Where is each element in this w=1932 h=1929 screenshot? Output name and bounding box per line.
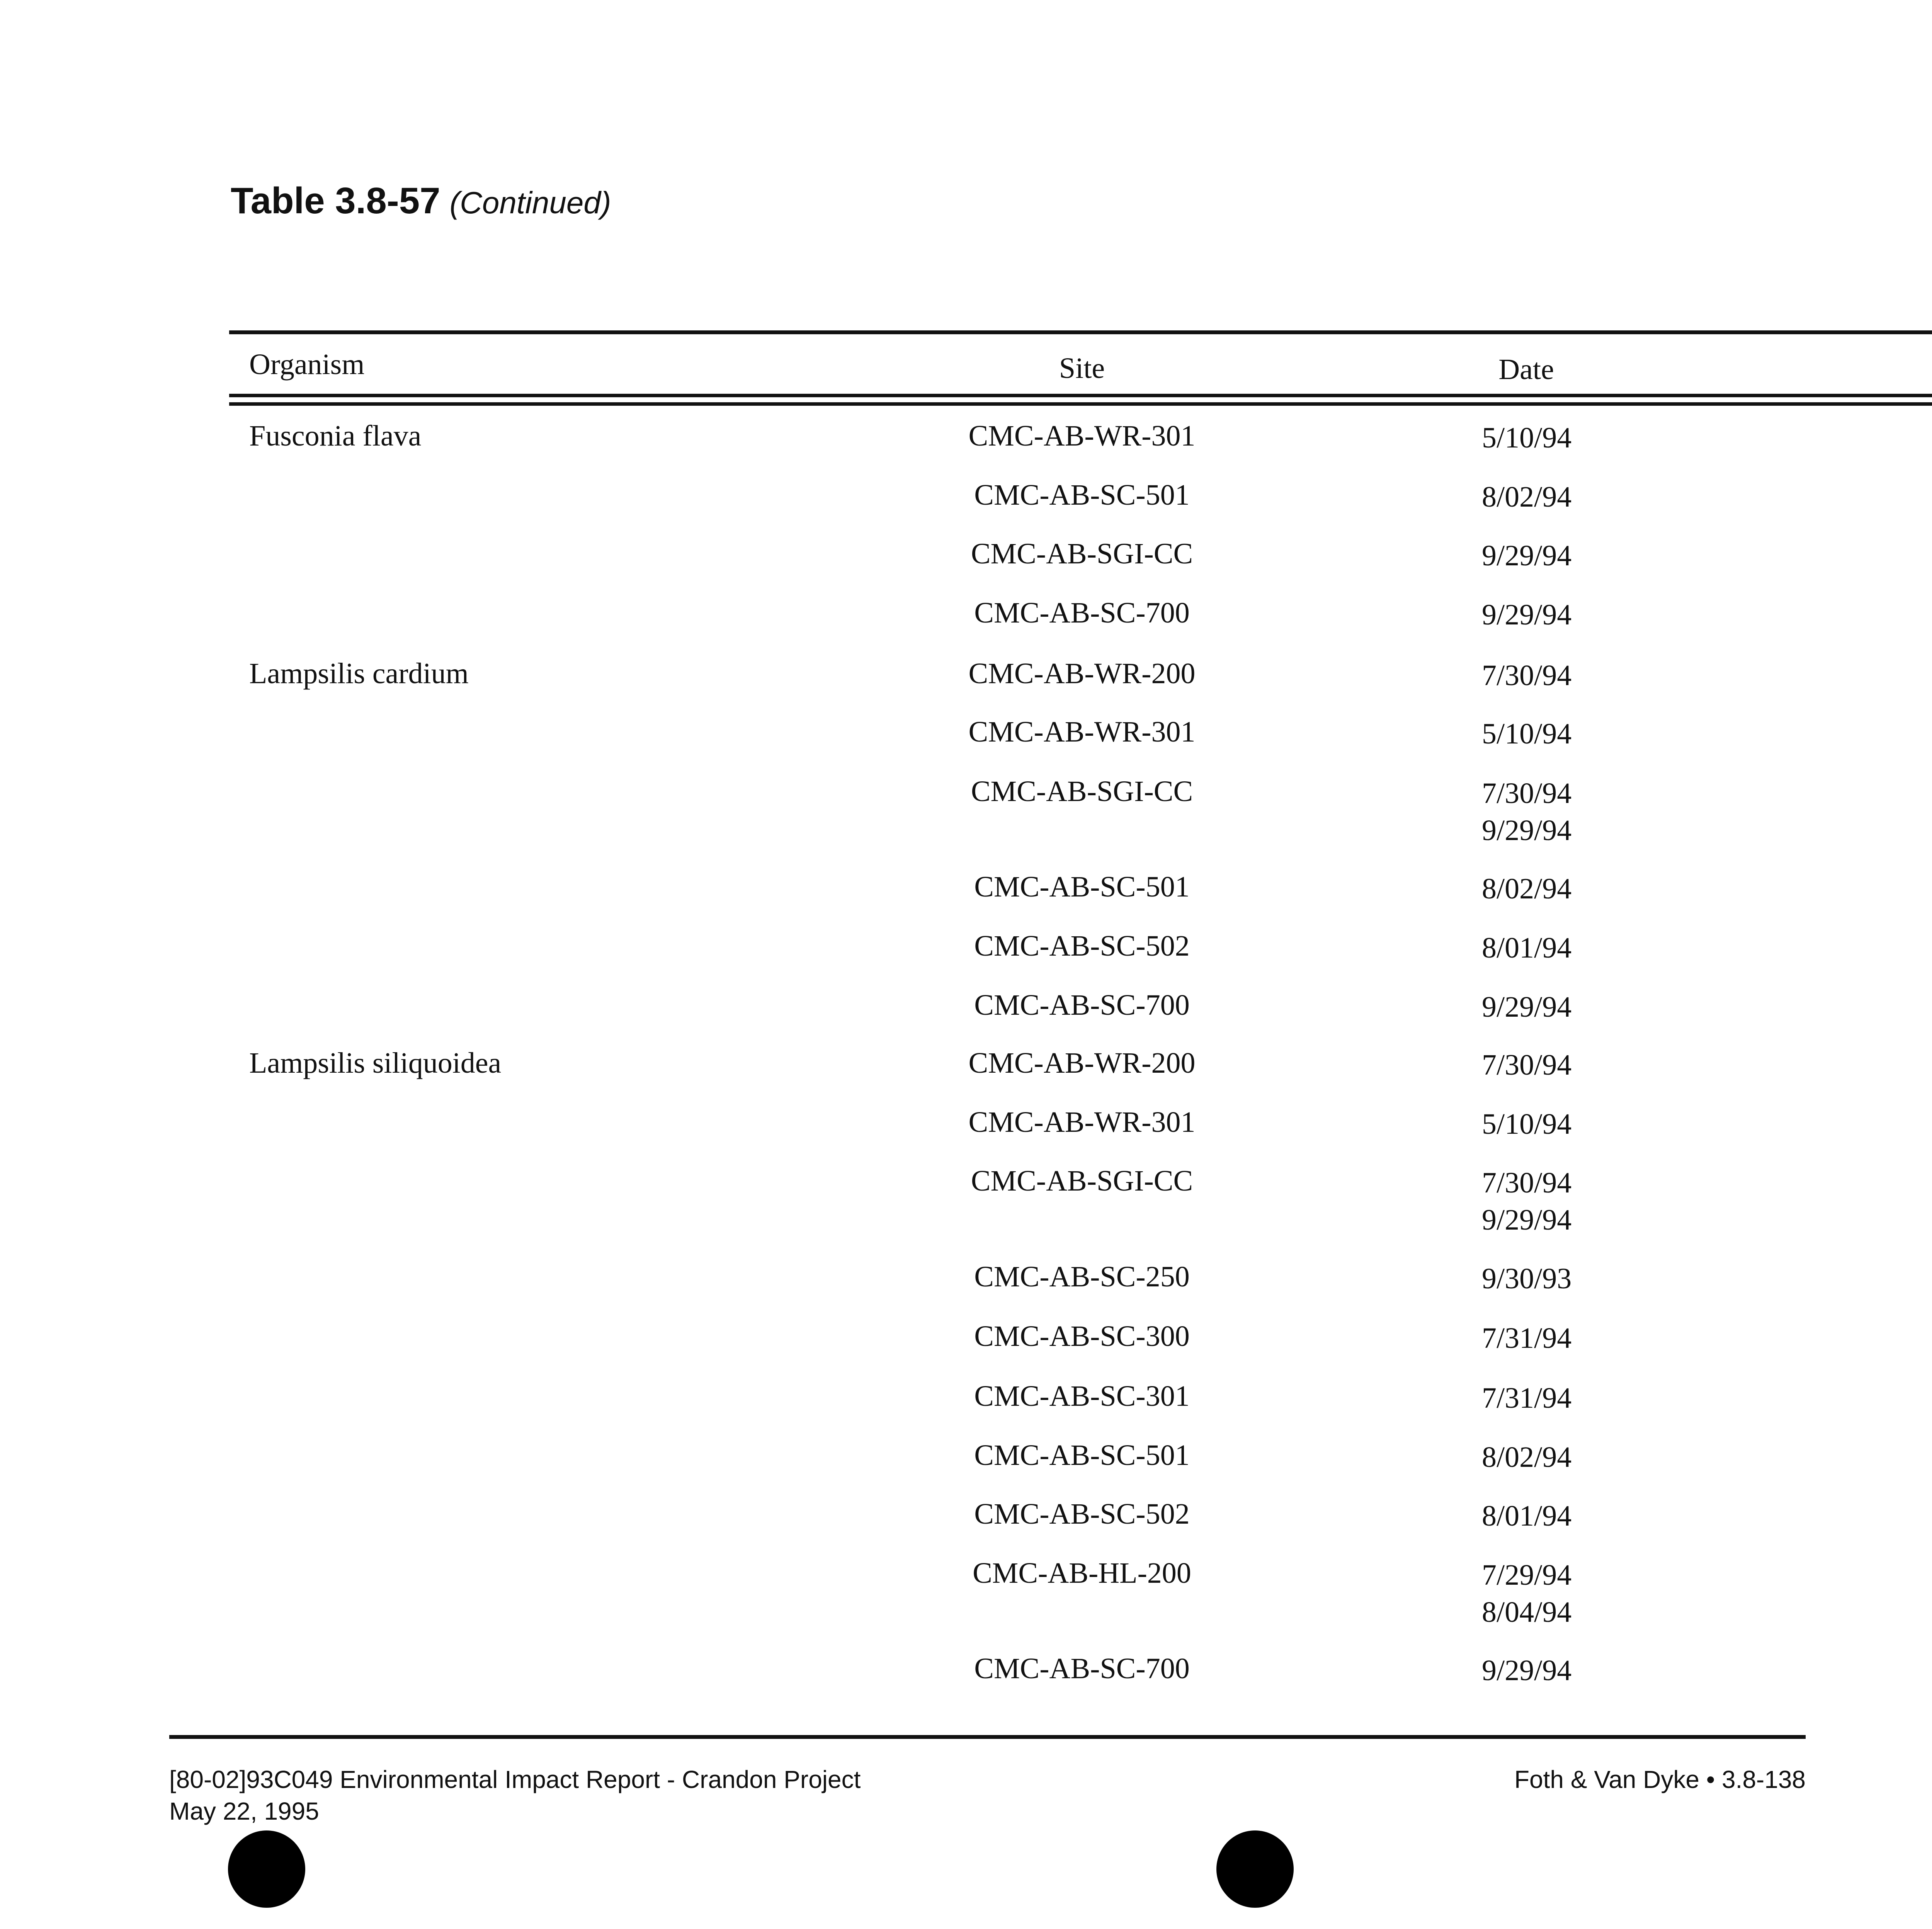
date-value: 8/02/94 — [1482, 481, 1572, 513]
date-value: 8/04/94 — [1482, 1596, 1572, 1628]
binder-hole — [1216, 1830, 1294, 1908]
date-value: 9/29/94 — [1482, 991, 1572, 1023]
site-cell: CMC-AB-WR-200 — [968, 1047, 1196, 1079]
date-value: 5/10/94 — [1482, 422, 1572, 454]
date-cell — [1482, 482, 1571, 512]
site-cell: CMC-AB-WR-301 — [968, 716, 1196, 748]
date-cell — [1482, 541, 1571, 570]
date-cell — [1482, 423, 1571, 452]
site-cell: CMC-AB-SGI-CC — [971, 1165, 1193, 1197]
table-continued-label: (Continued) — [449, 185, 611, 220]
header-organism: Organism — [249, 348, 365, 381]
organism-cell: Lampsilis siliquoidea — [249, 1047, 502, 1079]
date-value: 7/31/94 — [1482, 1322, 1572, 1354]
site-cell: CMC-AB-WR-200 — [968, 657, 1196, 690]
date-cell — [1482, 992, 1571, 1022]
date-value: 9/29/94 — [1482, 814, 1572, 847]
date-cell — [1482, 1656, 1571, 1685]
header-site: Site — [1059, 352, 1105, 384]
date-value: 9/29/94 — [1482, 539, 1572, 572]
date-cell — [1482, 1050, 1571, 1080]
date-value: 8/02/94 — [1482, 1441, 1572, 1473]
site-cell: CMC-AB-SGI-CC — [971, 775, 1193, 808]
site-cell: CMC-AB-SC-700 — [974, 989, 1190, 1021]
site-cell: CMC-AB-SC-700 — [974, 597, 1190, 629]
date-value: 9/29/94 — [1482, 1654, 1572, 1687]
date-cell — [1482, 1560, 1571, 1627]
date-value: 9/29/94 — [1482, 599, 1572, 631]
date-cell — [1482, 600, 1571, 629]
date-cell — [1482, 661, 1571, 690]
footer-page-reference: Foth & Van Dyke • 3.8-138 — [1514, 1766, 1806, 1793]
organism-cell: Fusconia flava — [249, 420, 422, 452]
date-value: 7/30/94 — [1482, 1049, 1572, 1081]
date-cell — [1482, 1323, 1571, 1353]
header-rule-upper — [229, 394, 1932, 397]
date-value: 8/01/94 — [1482, 932, 1572, 964]
date-value: 5/10/94 — [1482, 1108, 1572, 1140]
date-cell — [1482, 1383, 1571, 1413]
site-cell: CMC-AB-WR-301 — [968, 1106, 1196, 1138]
table-number: Table 3.8-57 — [231, 180, 440, 221]
site-cell: CMC-AB-WR-301 — [968, 420, 1196, 452]
site-cell: CMC-AB-SC-501 — [974, 479, 1190, 511]
date-cell — [1482, 1168, 1571, 1235]
footer-rule — [169, 1735, 1806, 1739]
date-value: 8/02/94 — [1482, 873, 1572, 905]
date-cell — [1482, 933, 1571, 963]
footer-date: May 22, 1995 — [169, 1797, 319, 1825]
site-cell: CMC-AB-SGI-CC — [971, 538, 1193, 570]
date-cell — [1482, 1109, 1571, 1139]
site-cell: CMC-AB-SC-301 — [974, 1380, 1190, 1412]
site-cell: CMC-AB-SC-502 — [974, 930, 1190, 962]
date-value: 9/29/94 — [1482, 1204, 1572, 1236]
site-cell: CMC-AB-SC-501 — [974, 871, 1190, 903]
site-cell: CMC-AB-SC-501 — [974, 1439, 1190, 1471]
date-cell — [1482, 874, 1571, 903]
organism-cell: Lampsilis cardium — [249, 657, 469, 690]
date-cell — [1482, 719, 1571, 748]
date-value: 7/30/94 — [1482, 659, 1572, 692]
date-cell — [1482, 1264, 1571, 1293]
site-cell: CMC-AB-SC-700 — [974, 1652, 1190, 1685]
header-date: Date — [1498, 353, 1554, 386]
site-cell: CMC-AB-SC-502 — [974, 1498, 1190, 1530]
date-value: 5/10/94 — [1482, 718, 1572, 750]
site-cell: CMC-AB-HL-200 — [973, 1557, 1191, 1589]
date-value: 7/31/94 — [1482, 1382, 1572, 1414]
date-value: 7/29/94 — [1482, 1559, 1572, 1591]
table-title — [231, 180, 611, 222]
date-cell — [1482, 1501, 1571, 1531]
table-top-rule — [229, 330, 1932, 334]
binder-hole — [228, 1830, 305, 1908]
site-cell: CMC-AB-SC-300 — [974, 1320, 1190, 1352]
date-value: 9/30/93 — [1482, 1262, 1572, 1295]
date-cell — [1482, 779, 1571, 845]
date-value: 7/30/94 — [1482, 777, 1572, 810]
footer-document-id: [80-02]93C049 Environmental Impact Report - Crandon Project — [169, 1766, 861, 1793]
site-cell: CMC-AB-SC-250 — [974, 1260, 1190, 1293]
header-rule-lower — [229, 402, 1932, 406]
date-cell — [1482, 1442, 1571, 1472]
date-value: 8/01/94 — [1482, 1500, 1572, 1532]
date-value: 7/30/94 — [1482, 1167, 1572, 1199]
